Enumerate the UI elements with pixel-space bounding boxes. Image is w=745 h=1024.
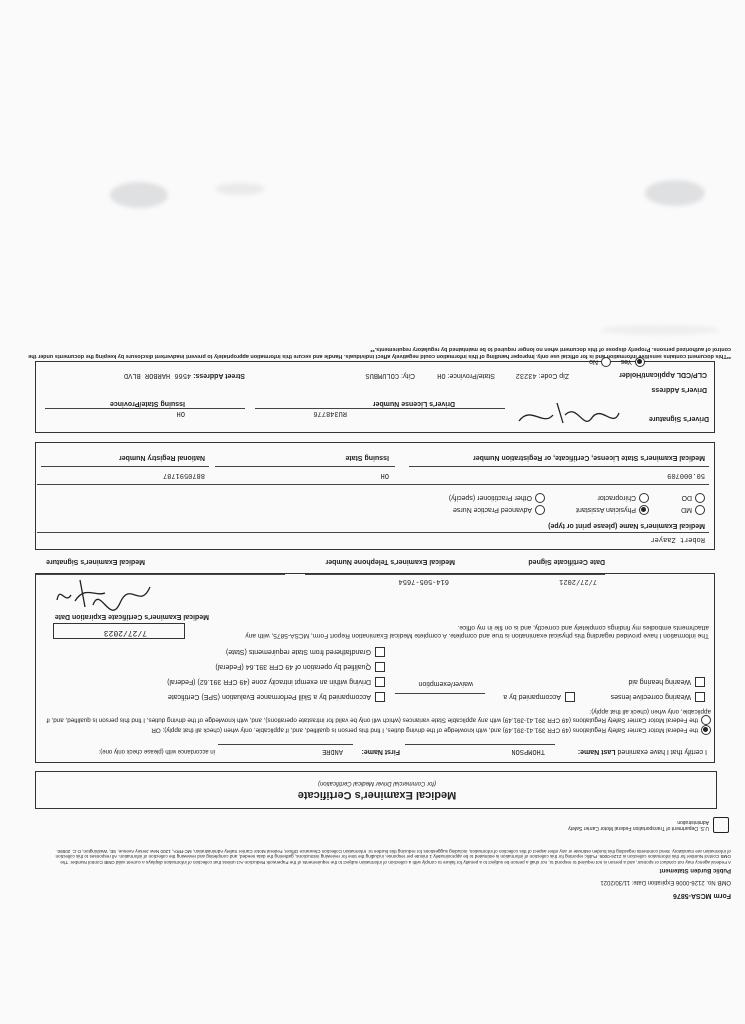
hearing-checkbox[interactable]: [695, 677, 705, 687]
checkbox-grandfathered[interactable]: Grandfathered from State requirements (State): [226, 647, 385, 657]
burden-statement: A Federal agency may not conduct or sponsor, and a person is not required to respond to, nor shall a person be subject to a penalty for failure to comply with a collection of information subject to the requirements of the Paperwork Reduction Act unless that collection of information displays a current valid OMB Control Number. The OMB Control Number for this information collection is 2126-0006. Public reporting for this collection of information is estimated to be approximately 1 minute per response, including the time for reviewing instructions, gathering the data needed, and completing and reviewing the collection of information. All responses to this collection of information are mandatory. Send comments regarding this burden estimate or any other aspect of this collection of information, including suggestions for reducing this burden to: Information Collection Clearance Officer, Federal Motor Carrier Safety Administration, MC-RRA, 1200 New Jersey Avenue, SE, Washington, D.C. 20590.: [55, 848, 731, 865]
clp-cdl-yes[interactable]: Yes: [621, 357, 645, 367]
credential-apn[interactable]: Advanced Practice Nurse: [453, 505, 545, 515]
zip-value: 43232: [515, 371, 537, 379]
do-radio[interactable]: [695, 493, 705, 503]
form-number: Form MCSA-5876: [673, 892, 731, 899]
qualified-391-64-checkbox[interactable]: [375, 662, 385, 672]
clp-cdl-no[interactable]: No: [589, 357, 611, 367]
examiner-name-label: Medical Examiner's Name (please print or type): [548, 522, 705, 529]
driver-signature: [513, 399, 623, 433]
state-value: OH: [437, 371, 446, 379]
apn-radio[interactable]: [535, 505, 545, 515]
scan-smudge: [215, 183, 265, 195]
exam-option-2[interactable]: the Federal Motor Carrier Safety Regulations (49 CFR 391.41-391.49) with any applicable State variances (which will only be valid for intrastate operations), and, with knowledge of the driving duties, I find this person is qualified, and, if applicable, only when (check all that apply):: [46, 708, 711, 724]
dl-state-label: Issuing State/Province: [109, 400, 185, 407]
accordance-text: in accordance with (please check only one):: [98, 748, 215, 754]
medical-examiner-certificate-form: [0, 345, 745, 905]
pa-radio[interactable]: [639, 505, 649, 515]
checkbox-spe-certificate[interactable]: Accompanied by a Skill Performance Evaluation (SPE) Certificate: [168, 692, 385, 702]
checkbox-exempt-zone[interactable]: Driving within an exempt intracity zone (49 CFR 391.62) (Federal): [167, 677, 385, 687]
driver-license-label: Driver's License Number: [372, 400, 455, 407]
examiner-signature: [55, 575, 155, 615]
dl-state-value: OH: [176, 409, 185, 417]
license-label: Medical Examiner's State License, Certificate, or Registration Number: [473, 454, 705, 461]
examiner-signature-label: Medical Examiner's Signature: [46, 558, 145, 565]
md-radio[interactable]: [695, 505, 705, 515]
examiner-statement: The information I have provided regarding this physical examination is true and complete. A complete Medical Examination Report Form, MCSA-5875, with any attachments embodies my findings completely and correctly, and is on file in my office.: [245, 624, 709, 639]
driver-street: Street Address: 4566 HARBOR BLVD: [123, 371, 245, 379]
burden-title: Public Burden Statement: [659, 867, 731, 873]
driver-signature-label: Driver's Signature: [648, 415, 709, 422]
checkbox-corrective-lenses[interactable]: Wearing corrective lenses: [611, 692, 705, 702]
scan-smudge: [600, 325, 720, 335]
date-signed-label: Date Certificate Signed: [528, 558, 605, 565]
expiration-date-label: Medical Examiner's Certificate Expiration Date: [54, 613, 209, 620]
driver-zip: Zip Code: 43232: [515, 371, 569, 379]
registry-value: 8870591787: [162, 471, 205, 479]
grandfathered-checkbox[interactable]: [375, 647, 385, 657]
date-signed-value: 7/27/2021: [559, 577, 597, 585]
city-value: COLUMBUS: [365, 371, 400, 379]
checkbox-accompanied-waiver[interactable]: Accompanied by a: [503, 692, 575, 702]
driver-address-label: Driver's Address: [651, 386, 707, 393]
license-value: 50.000709: [667, 471, 705, 479]
driver-signature-scribble: [513, 399, 623, 433]
zone-checkbox[interactable]: [375, 677, 385, 687]
spe-checkbox[interactable]: [375, 692, 385, 702]
expiration-date-value: 7/27/2023: [103, 628, 147, 637]
chiro-radio[interactable]: [639, 493, 649, 503]
credential-chiro[interactable]: Chiropractor: [597, 493, 649, 503]
scan-smudge: [110, 182, 168, 208]
lenses-checkbox[interactable]: [695, 692, 705, 702]
other-radio[interactable]: [535, 493, 545, 503]
certificate-subtitle: (for Commercial Driver Medical Certification): [317, 780, 437, 786]
exam-option-1[interactable]: the Federal Motor Carrier Safety Regulations (49 CFR 391.41-391.49) and, with knowledge of the driving duties, I find this person is qualified, and, if applicable, only when (check all that apply); OR: [31, 725, 711, 735]
credential-md[interactable]: MD: [681, 505, 705, 515]
dot-logo: [713, 817, 729, 833]
examiner-phone-label: Medical Examiner's Telephone Number: [325, 558, 455, 565]
first-name-value: ANDRE: [321, 747, 343, 755]
registry-label: National Registry Number: [119, 454, 205, 461]
clp-cdl-label: CLP/CDL Applicant/Holder: [619, 371, 707, 378]
issuing-state-value: OH: [380, 471, 389, 479]
checkbox-hearing-aid[interactable]: Wearing hearing aid: [628, 677, 705, 687]
examiner-name-value: Robert Zaayer: [650, 535, 705, 543]
driver-city: City: COLUMBUS: [365, 371, 415, 379]
street-value: 4566 HARBOR BLVD: [123, 371, 192, 379]
waiver-label: waiver/exemption: [418, 680, 473, 687]
issuing-state-label: Issuing State: [345, 454, 389, 461]
omb-number: OMB No. 2126-0006 Expiration Date: 11/30/2021: [600, 879, 731, 885]
exam-option-2-radio[interactable]: [701, 715, 711, 725]
exam-option-1-radio[interactable]: [701, 725, 711, 735]
credential-other[interactable]: Other Practitioner (specify): [449, 493, 545, 503]
certify-text: I certify that I have examined Last Name:: [577, 748, 707, 755]
sensitive-info-footer: **This document contains sensitive information and is for official use only. Improper handling of this information could negatively affect individuals. Handle and secure this information appropriately to prevent inadvertent disclosure by keeping the documents under the control of authorized persons. Properly dispose of this document when no longer required to be maintained by regulatory requirements.**: [28, 346, 731, 359]
driver-state: State/Province: OH: [437, 371, 495, 379]
credential-do[interactable]: DO: [682, 493, 706, 503]
first-name-label: First Name:: [361, 748, 400, 755]
waiver-checkbox[interactable]: [565, 692, 575, 702]
checkbox-391-64[interactable]: Qualified by operation of 49 CFR 391.64 (Federal): [215, 662, 385, 672]
certificate-title: Medical Examiner's Certificate: [297, 789, 457, 801]
scan-smudge: [645, 180, 705, 206]
agency-name: U.S. Department of Transportation Federal Motor Carrier Safety Administration: [568, 819, 709, 831]
examiner-signature-scribble: [55, 575, 155, 615]
examiner-phone-value: 614-505-7654: [398, 577, 449, 585]
driver-license-value: RU348776: [313, 409, 347, 417]
credential-pa[interactable]: Physician Assistant: [576, 505, 649, 515]
last-name-value: THOMPSON: [511, 747, 545, 755]
